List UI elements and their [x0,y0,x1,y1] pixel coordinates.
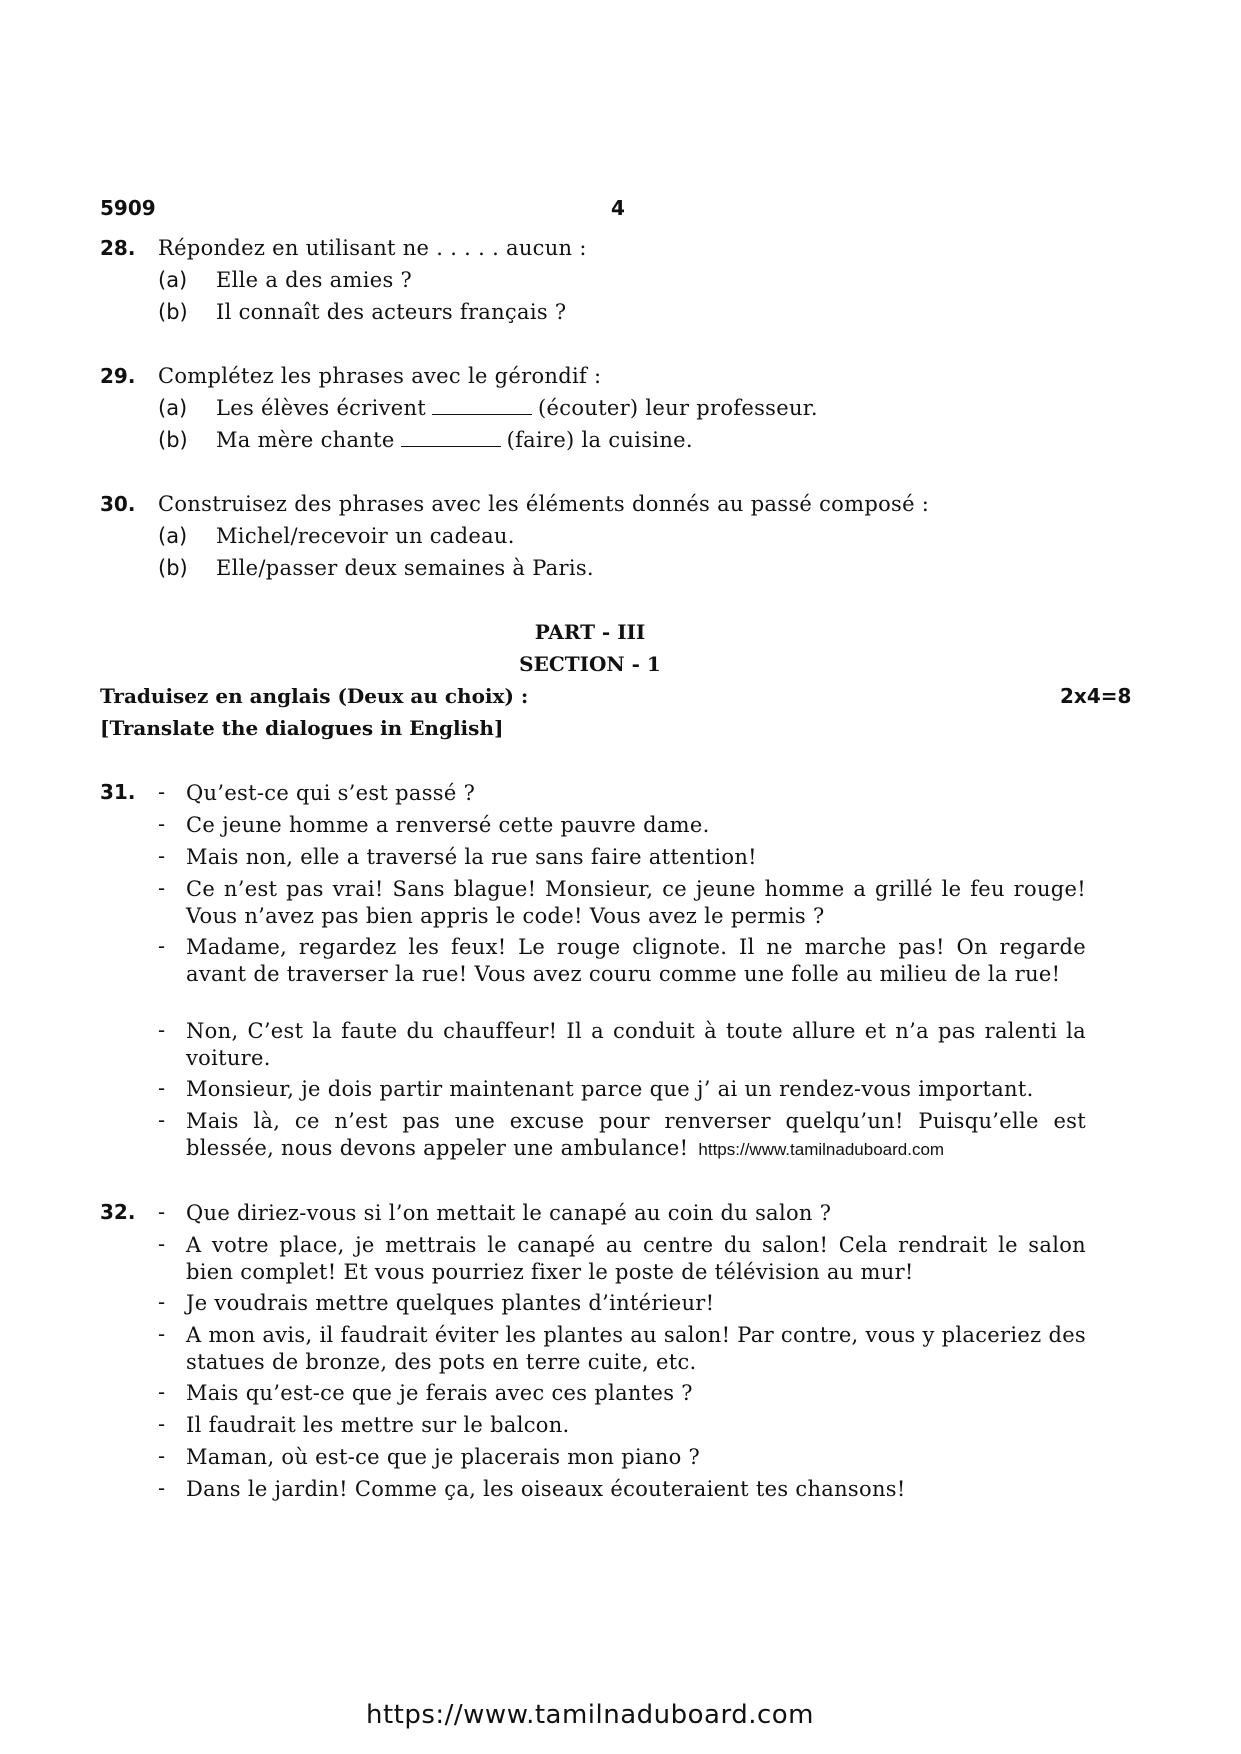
dialogue-line: Il faudrait les mettre sur le balcon. [186,1413,570,1437]
fill-blank [432,396,532,415]
dialogue-line: Que diriez-vous si l’on mettait le canapé au coin du salon ? [186,1201,832,1225]
dialogue-dash: - [158,1412,166,1436]
question-number: 32. [100,1200,136,1224]
dialogue-line: Dans le jardin! Comme ça, les oiseaux écouteraient tes chansons! [186,1477,906,1501]
section-title: SECTION - 1 [519,652,661,676]
item-text: Elle/passer deux semaines à Paris. [216,556,594,580]
question-number: 29. [100,364,136,388]
item-text-before: Ma mère chante [216,428,395,452]
footer-url[interactable]: https://www.tamilnaduboard.com [365,1700,815,1730]
item-label: (b) [158,300,188,324]
item-text: Michel/recevoir un cadeau. [216,524,515,548]
dialogue-line: A mon avis, il faudrait éviter les plantes au salon! Par contre, vous y placeriez des statues de bronze, des pots en terre cuite, etc. [186,1323,1086,1374]
dialogue-line: Maman, où est-ce que je placerais mon piano ? [186,1445,701,1469]
question-number: 31. [100,780,136,804]
question-number: 30. [100,492,136,516]
dialogue-dash: - [158,844,166,868]
item-text-after: (écouter) leur professeur. [538,396,818,420]
dialogue-dash: - [158,1444,166,1468]
dialogue-dash: - [158,1476,166,1500]
dialogue-dash: - [158,1076,166,1100]
dialogue-line: Je voudrais mettre quelques plantes d’intérieur! [186,1291,715,1315]
section-instruction-english: [Translate the dialogues in English] [100,716,504,740]
dialogue-dash: - [158,1380,166,1404]
dialogue-dash: - [158,1232,166,1256]
dialogue-line: Madame, regardez les feux! Le rouge clignote. Il ne marche pas! On regarde avant de traverser la rue! Vous avez couru comme une folle au milieu de la rue! [186,935,1086,986]
item-text: Elle a des amies ? [216,268,413,292]
dialogue-line: Monsieur, je dois partir maintenant parce que j’ ai un rendez-vous important. [186,1077,1034,1101]
dialogue-dash: - [158,934,166,958]
dialogue-line: Mais non, elle a traversé la rue sans faire attention! [186,845,757,869]
dialogue-line: Ce jeune homme a renversé cette pauvre dame. [186,813,710,837]
page-number: 4 [611,196,625,220]
watermark-url: https://www.tamilnaduboard.com [698,1140,945,1159]
item-text [216,396,818,420]
question-prompt: Complétez les phrases avec le gérondif : [158,364,602,388]
question-prompt: Construisez des phrases avec les éléments donnés au passé composé : [158,492,930,516]
dialogue-dash: - [158,1108,166,1132]
dialogue-line-text: Mais là, ce n’est pas une excuse pour renverser quelqu’un! Puisqu’elle est blessée, nous devons appeler une ambulance! [186,1109,1086,1160]
paper-code: 5909 [100,196,156,220]
dialogue-dash: - [158,1290,166,1314]
item-text: Il connaît des acteurs français ? [216,300,567,324]
dialogue-line: A votre place, je mettrais le canapé au centre du salon! Cela rendrait le salon bien complet! Et vous pourriez fixer le poste de télévision au mur! [186,1233,1086,1284]
question-prompt: Répondez en utilisant ne . . . . . aucun : [158,236,587,260]
dialogue-dash: - [158,1322,166,1346]
dialogue-dash: - [158,1200,166,1224]
dialogue-line: Qu’est-ce qui s’est passé ? [186,781,476,805]
question-number: 28. [100,236,136,260]
section-marks: 2x4=8 [1060,684,1132,708]
item-label: (a) [158,396,188,420]
dialogue-line [186,1108,1086,1163]
dialogue-dash: - [158,1018,166,1042]
item-text-after: (faire) la cuisine. [506,428,693,452]
dialogue-line: Non, C’est la faute du chauffeur! Il a conduit à toute allure et n’a pas ralenti la voiture. [186,1019,1086,1070]
item-text [216,428,693,452]
item-text-before: Les élèves écrivent [216,396,427,420]
item-label: (b) [158,428,188,452]
fill-blank [401,428,501,447]
dialogue-line: Ce n’est pas vrai! Sans blague! Monsieur, ce jeune homme a grillé le feu rouge! Vous n’avez pas bien appris le code! Vous avez le permis ? [186,877,1086,928]
dialogue-dash: - [158,780,166,804]
item-label: (a) [158,268,188,292]
dialogue-dash: - [158,876,166,900]
dialogue-line: Mais qu’est-ce que je ferais avec ces plantes ? [186,1381,693,1405]
item-label: (b) [158,556,188,580]
section-instruction: Traduisez en anglais (Deux au choix) : [100,684,529,708]
item-label: (a) [158,524,188,548]
dialogue-dash: - [158,812,166,836]
part-title: PART - III [534,620,646,644]
